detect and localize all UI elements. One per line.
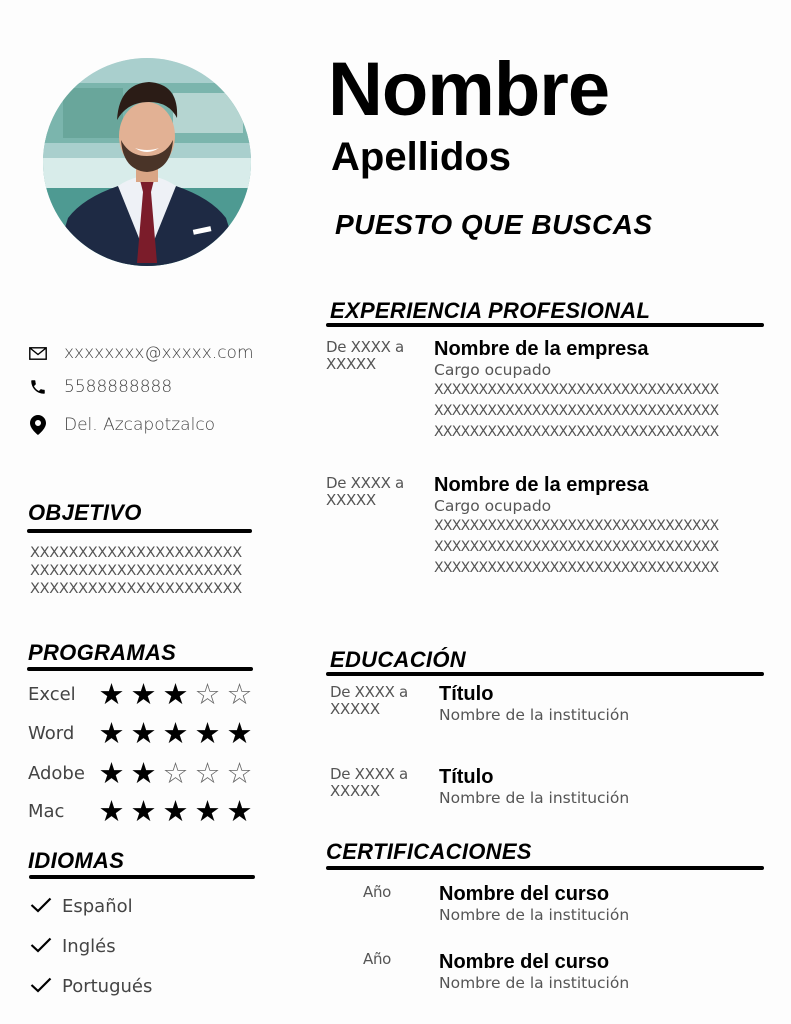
certification-year: Año: [363, 950, 392, 968]
program-label: Adobe: [28, 763, 85, 784]
star-filled-icon: ★: [226, 794, 253, 828]
job-description: [434, 380, 719, 443]
certifications-heading: CERTIFICACIONES: [326, 839, 532, 864]
star-filled-icon: ★: [130, 716, 157, 750]
star-filled-icon: ★: [130, 677, 157, 711]
star-filled-icon: ★: [98, 794, 125, 828]
location-pin-icon: [28, 415, 48, 435]
desired-position: PUESTO QUE BUSCAS: [335, 209, 653, 240]
objective-heading: OBJETIVO: [28, 500, 142, 525]
education-entry: [439, 683, 629, 725]
program-label: Word: [28, 723, 75, 744]
checkmark-icon: [30, 977, 56, 997]
programs-heading: PROGRAMAS: [28, 640, 177, 665]
program-row-mac: [28, 794, 255, 828]
star-filled-icon: ★: [194, 716, 221, 750]
job-description: [434, 516, 719, 579]
star-filled-icon: ★: [162, 677, 189, 711]
institution-name: Nombre de la institución: [439, 974, 630, 992]
experience-date: De XXXX a XXXXX: [326, 474, 404, 510]
contact-location: [28, 415, 215, 435]
objective-divider: [27, 529, 252, 533]
course-name: Nombre del curso: [439, 883, 610, 905]
education-entry: [439, 766, 629, 808]
program-label: Mac: [28, 801, 65, 822]
certification-year: Año: [363, 883, 392, 901]
experience-entry: [434, 474, 719, 579]
description-line: XXXXXXXXXXXXXXXXXXXXXXXXXXXXXXXX: [434, 403, 719, 420]
institution-name: Nombre de la institución: [439, 906, 630, 924]
star-empty-icon: ☆: [226, 756, 253, 790]
phone-text: 5588888888: [64, 377, 173, 397]
program-label: Excel: [28, 684, 76, 705]
star-filled-icon: ★: [130, 794, 157, 828]
star-filled-icon: ★: [162, 794, 189, 828]
language-label: Inglés: [62, 936, 116, 957]
star-empty-icon: ☆: [226, 677, 253, 711]
company-name: Nombre de la empresa: [434, 474, 649, 496]
certification-entry: [439, 883, 629, 925]
language-item: [30, 896, 133, 917]
education-divider: [326, 672, 764, 676]
star-empty-icon: ☆: [194, 756, 221, 790]
description-line: XXXXXXXXXXXXXXXXXXXXXXXXXXXXXXXX: [434, 518, 719, 535]
mail-icon: [28, 343, 48, 363]
languages-divider: [29, 875, 255, 879]
job-role: Cargo ocupado: [434, 361, 552, 379]
company-name: Nombre de la empresa: [434, 338, 649, 360]
description-line: XXXXXXXXXXXXXXXXXXXXXXXXXXXXXXXX: [434, 539, 719, 556]
certification-entry: [439, 951, 629, 993]
program-row-word: [28, 716, 255, 750]
checkmark-icon: [30, 937, 56, 957]
education-date: De XXXX a XXXXX: [330, 765, 408, 801]
education-date: De XXXX a XXXXX: [330, 683, 408, 719]
institution-name: Nombre de la institución: [439, 706, 630, 724]
languages-heading: IDIOMAS: [28, 848, 125, 873]
objective-text: [30, 544, 242, 598]
institution-name: Nombre de la institución: [439, 789, 630, 807]
experience-heading: EXPERIENCIA PROFESIONAL: [330, 298, 651, 323]
star-filled-icon: ★: [98, 677, 125, 711]
star-empty-icon: ☆: [162, 756, 189, 790]
person-portrait-icon: [43, 58, 251, 266]
star-rating: [96, 677, 255, 711]
objective-line: XXXXXXXXXXXXXXXXXXXXXX: [30, 581, 242, 598]
course-name: Nombre del curso: [439, 951, 610, 973]
experience-date: De XXXX a XXXXX: [326, 338, 404, 374]
star-filled-icon: ★: [98, 756, 125, 790]
star-filled-icon: ★: [162, 716, 189, 750]
star-empty-icon: ☆: [194, 677, 221, 711]
language-item: [30, 976, 152, 997]
first-name: Nombre: [328, 47, 610, 132]
description-line: XXXXXXXXXXXXXXXXXXXXXXXXXXXXXXXX: [434, 424, 719, 441]
program-row-excel: [28, 677, 255, 711]
objective-line: XXXXXXXXXXXXXXXXXXXXXX: [30, 563, 242, 580]
star-filled-icon: ★: [98, 716, 125, 750]
objective-line: XXXXXXXXXXXXXXXXXXXXXX: [30, 545, 242, 561]
contact-phone: [28, 377, 172, 397]
star-rating: [96, 794, 255, 828]
star-filled-icon: ★: [130, 756, 157, 790]
description-line: XXXXXXXXXXXXXXXXXXXXXXXXXXXXXXXX: [434, 560, 719, 577]
description-line: XXXXXXXXXXXXXXXXXXXXXXXXXXXXXXXX: [434, 382, 719, 399]
experience-entry: [434, 338, 719, 443]
education-heading: EDUCACIÓN: [330, 647, 466, 672]
star-rating: [96, 756, 255, 790]
location-text: Del. Azcapotzalco: [64, 415, 216, 435]
star-rating: [96, 716, 255, 750]
degree-title: Título: [439, 683, 494, 705]
contact-email: [28, 343, 254, 363]
star-filled-icon: ★: [226, 716, 253, 750]
program-row-adobe: [28, 756, 255, 790]
job-role: Cargo ocupado: [434, 497, 552, 515]
language-item: [30, 936, 116, 957]
last-name: Apellidos: [331, 135, 512, 179]
experience-divider: [326, 323, 764, 327]
email-text: xxxxxxxx@xxxxx.com: [64, 343, 254, 363]
star-filled-icon: ★: [194, 794, 221, 828]
language-label: Portugués: [62, 976, 153, 997]
certifications-divider: [326, 866, 764, 870]
profile-photo: [43, 58, 251, 266]
degree-title: Título: [439, 766, 494, 788]
programs-divider: [27, 667, 253, 671]
language-label: Español: [62, 896, 133, 917]
phone-icon: [28, 377, 48, 397]
checkmark-icon: [30, 897, 56, 917]
